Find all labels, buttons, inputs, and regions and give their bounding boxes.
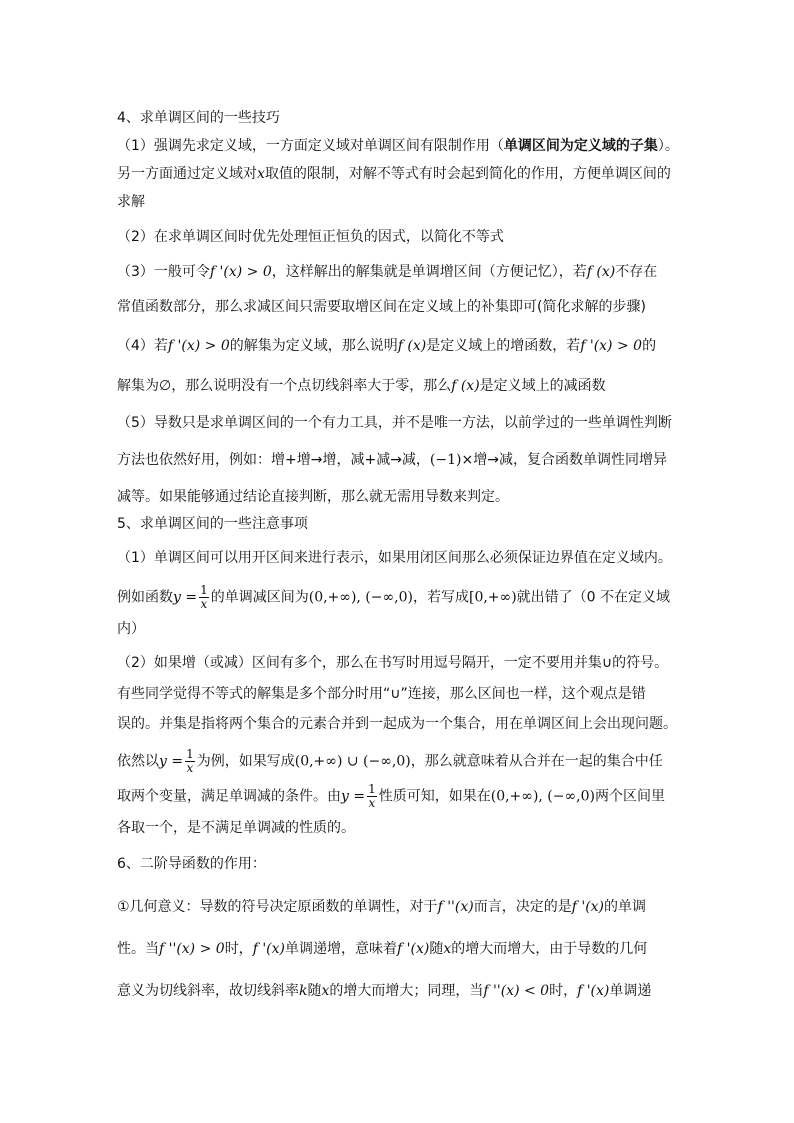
section-5-heading: 5、求单调区间的一些注意事项: [117, 516, 308, 532]
s4-item5-line2: 方法也依然好用，例如：增+增→增，减+减→减，(−1)×增→减，复合函数单调性同增异: [117, 452, 667, 468]
s5-item2-line4: 依然以y = $\frac{1}{x}$ 为例，如果写成(0,+∞) ∪ (−∞,0)，那么就意味着从合并在一起的集合中任: [117, 747, 663, 775]
s5-item1-line2: 例如函数y = $\frac{1}{x}$ 的单调减区间为(0,+∞), (−∞,0)，若写成[0,+∞)就出错了（0 不在定义域: [117, 583, 671, 611]
s4-item1-bold: 单调区间为定义域的子集: [503, 138, 658, 154]
fraction-1-over-x: $\frac{1}{x}$: [186, 747, 194, 775]
s6-item1-line3: 意义为切线斜率，故切线斜率k随x的增大而增大；同理，当f ''(x) < 0时，f '(x)单调递: [117, 983, 652, 999]
s4-item1-line1: （1）强调先求定义域，一方面定义域对单调区间有限制作用（单调区间为定义域的子集）。: [117, 138, 679, 154]
s5-item2-line2: 有些同学觉得不等式的解集是多个部分时用“∪”连接，那么区间也一样，这个观点是错: [117, 686, 646, 702]
s5-item1-line3: 内）: [117, 621, 145, 637]
fraction-1-over-x: $\frac{1}{x}$: [200, 583, 208, 611]
s5-item2-line3: 误的。并集是指将两个集合的元素合并到一起成为一个集合，用在单调区间上会出现问题。: [117, 716, 677, 732]
s4-item2: （2）在求单调区间时优先处理恒正恒负的因式，以简化不等式: [117, 229, 504, 245]
s4-item3-line2: 常值函数部分，那么求减区间只需要取增区间在定义域上的补集即可(简化求解的步骤): [117, 299, 646, 315]
s4-item5-line1: （5）导数只是求单调区间的一个有力工具，并不是唯一方法，以前学过的一些单调性判断: [117, 415, 672, 431]
s4-item5-line3: 减等。如果能够通过结论直接判断，那么就无需用导数来判定。: [117, 489, 509, 505]
s4-item4-line2: 解集为∅，那么说明没有一个点切线斜率大于零，那么f (x)是定义域上的减函数: [117, 378, 606, 394]
s6-item1-line1: ①几何意义：导数的符号决定原函数的单调性，对于f ''(x)而言，决定的是f '(x)的单调: [117, 899, 647, 915]
s4-item1-line3: 求解: [117, 194, 145, 210]
s5-item1-line1: （1）单调区间可以用开区间来进行表示，如果用闭区间那么必须保证边界值在定义域内。: [117, 550, 672, 566]
section-4-heading: 4、求单调区间的一些技巧: [117, 110, 280, 126]
s4-item1-line2: 另一方面通过定义域对x取值的限制，对解不等式有时会起到简化的作用，方便单调区间的: [117, 166, 671, 182]
s5-item2-line5: 取两个变量，满足单调减的条件。由y = $\frac{1}{x}$ 性质可知，如果在(0,+∞), (−∞,0)两个区间里: [117, 782, 665, 810]
s5-item2-line6: 各取一个，是不满足单调减的性质的。: [117, 820, 355, 836]
s5-item2-line1: （2）如果增（或减）区间有多个，那么在书写时用逗号隔开，一定不要用并集∪的符号。: [117, 655, 669, 671]
section-6-heading: 6、二阶导函数的作用：: [117, 856, 266, 872]
s4-item4-line1: （4）若f '(x) > 0的解集为定义域，那么说明f (x)是定义域上的增函数，若f '(x) > 0的: [117, 338, 657, 354]
s4-item3-line1: （3）一般可令f '(x) > 0，这样解出的解集就是单调增区间（方便记忆），若f (x)不存在: [117, 264, 658, 280]
fraction-1-over-x: $\frac{1}{x}$: [368, 782, 376, 810]
s6-item1-line2: 性。当f ''(x) > 0时，f '(x)单调递增，意味着f '(x)随x的增大而增大，由于导数的几何: [117, 941, 648, 957]
